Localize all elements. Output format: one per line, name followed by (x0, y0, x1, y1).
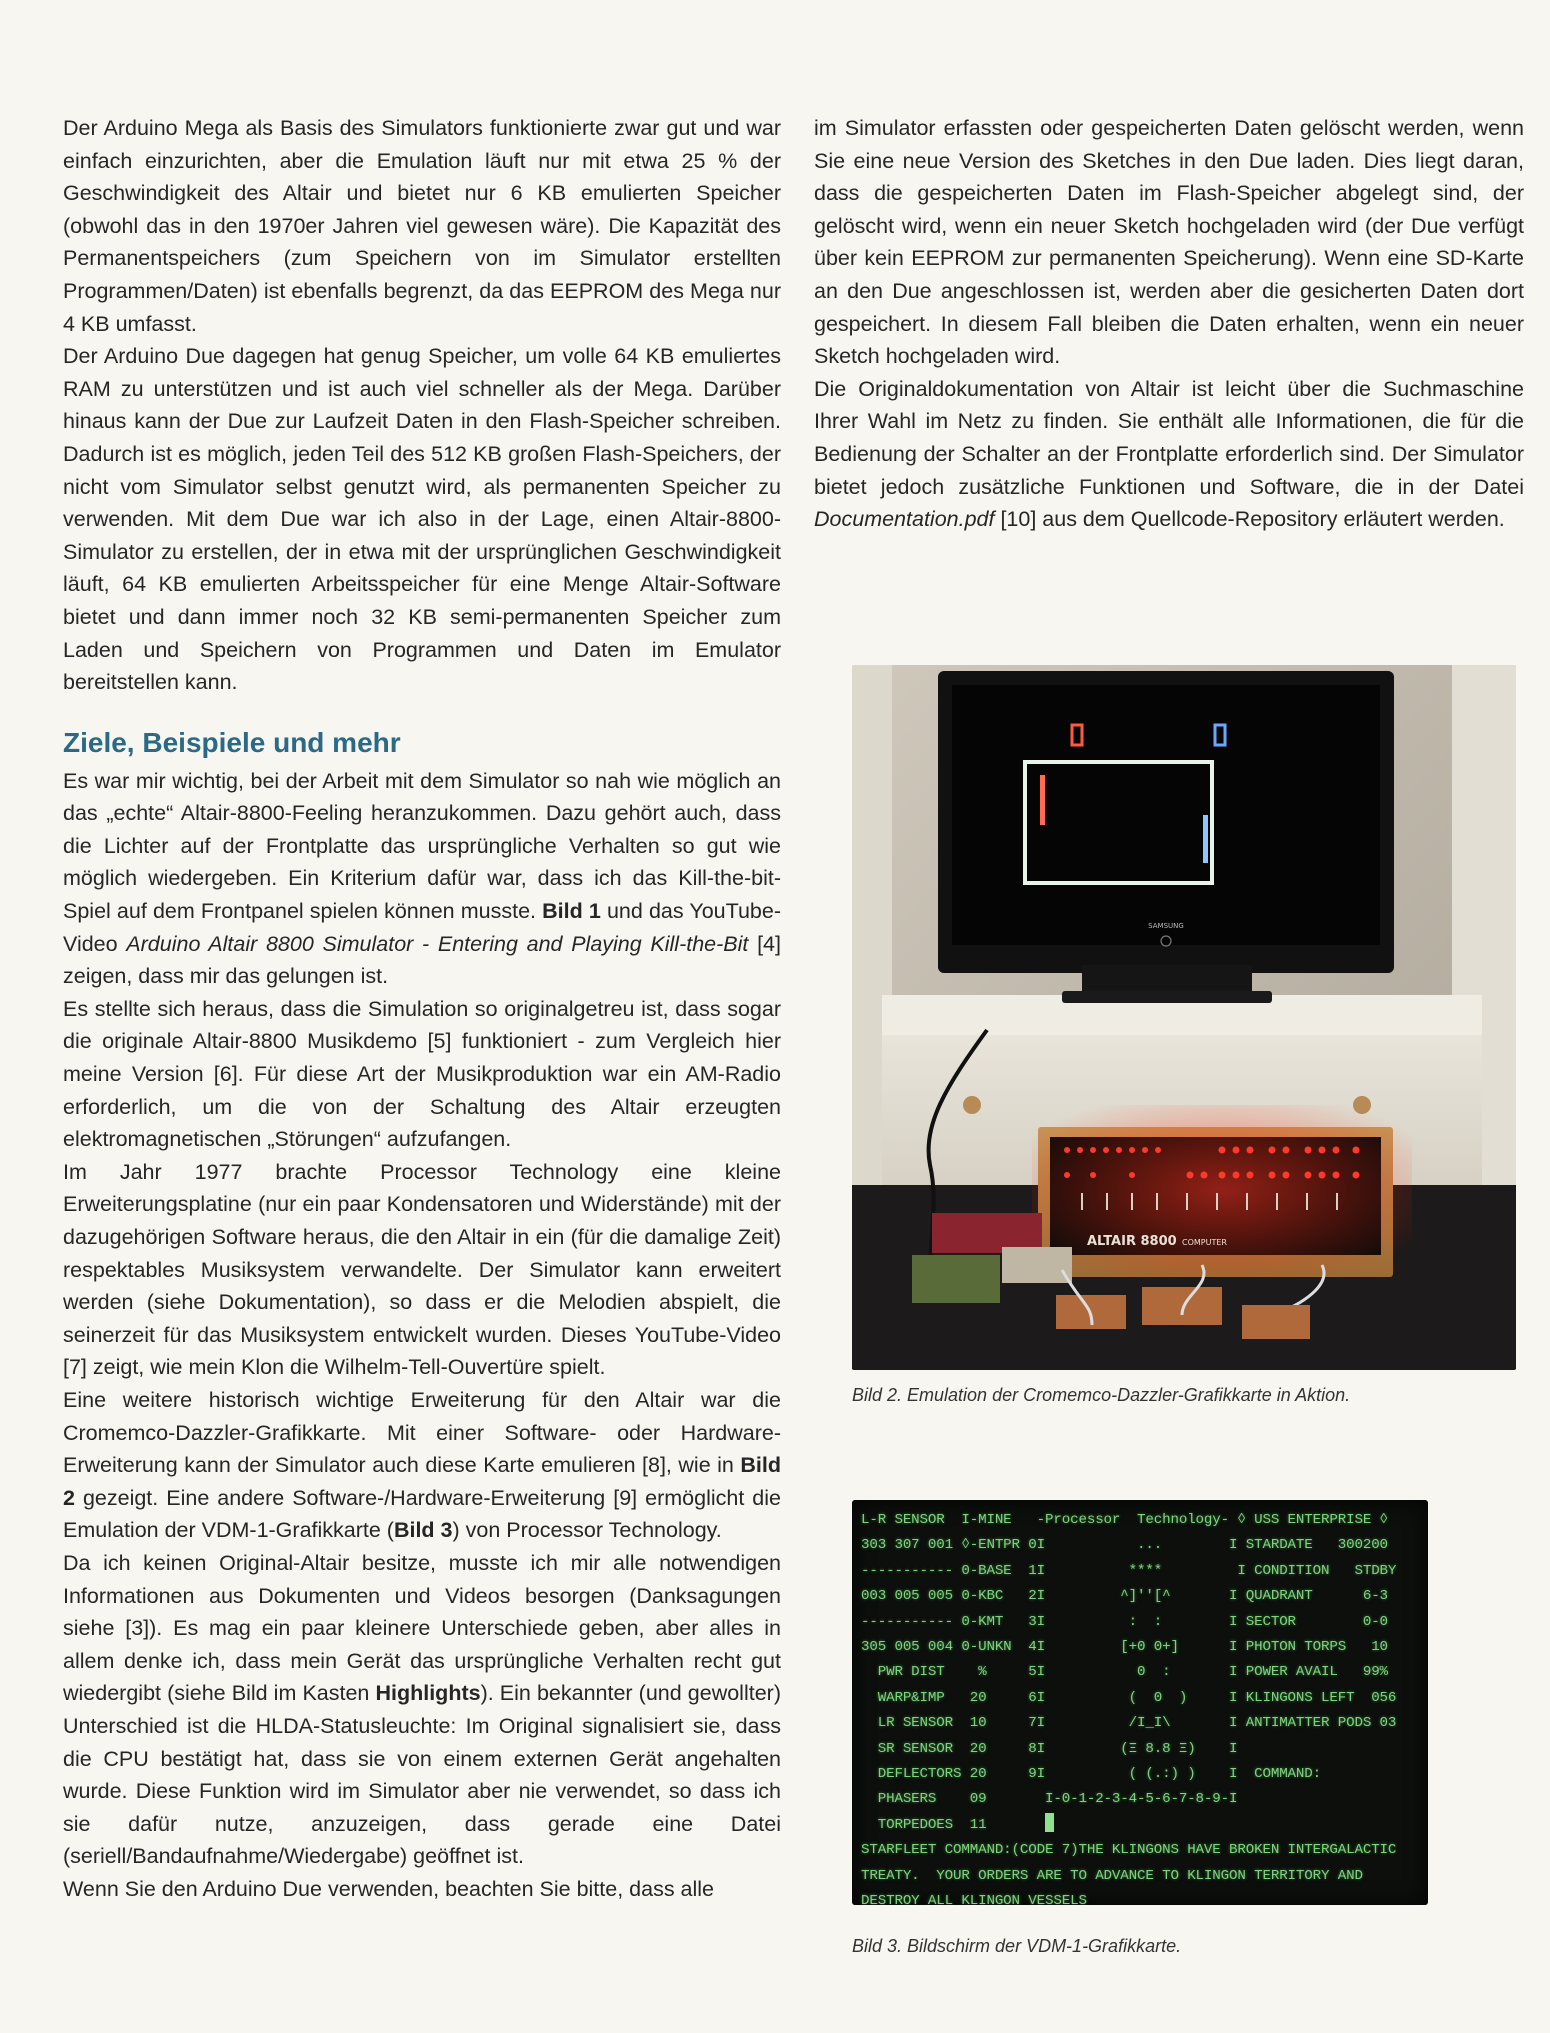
text: Da ich keinen Original-Altair besitze, musste ich mir alle notwendigen Informationen aus Dokumenten und Videos besorgen (Danksagungen siehe [3]). Es mag ein paar kleinere Unterschiede geben, aber alles in allem denke ich, dass mein Gerät das ursprüngliche Verhalten recht gut wiedergibt (siehe Bild im Kasten (63, 1550, 781, 1706)
text: gezeigt. Eine andere Software-/Hardware-Erweiterung [9] ermöglicht die Emulation der VDM-1-Grafikkarte ( (63, 1485, 781, 1543)
right-column (814, 112, 1524, 536)
box-ref: Highlights (375, 1681, 481, 1706)
text: ). Ein bekannter (und gewollter) Unterschied ist die HLDA-Statusleuchte: Im Original signalisiert sie, dass die CPU bestätigt hat, dass sie von einem externen Gerät angehalten wurde. Diese Funktion wird im Simulator aber nie verwendet, so dass ich sie dafür nutze, anzuzeigen, dass gerade eine Datei (seriell/Bandaufnahme/Wiedergabe) geöffnet ist. (63, 1681, 781, 1869)
figure-ref: Bild 1 (542, 899, 601, 924)
figure-ref: Bild 3 (393, 1518, 453, 1543)
text: ) von Processor Technology. (452, 1518, 722, 1543)
text: [4] zeigen, dass mir das gelungen ist. (63, 931, 781, 989)
screen-line: STARFLEET COMMAND:(CODE 7)THE KLINGONS HAVE BROKEN INTERGALACTIC (861, 1842, 1397, 1859)
video-title: Arduino Altair 8800 Simulator - Entering and Playing Kill-the-Bit (126, 931, 749, 956)
paragraph (63, 1384, 781, 1547)
text: und das YouTube-Video (63, 899, 782, 956)
figure-2-photo (852, 665, 1516, 1370)
text: [10] aus dem Quellcode-Repository erläutert werden. (994, 507, 1505, 532)
screen-line: SR SENSOR 20 8I (Ξ 8.8 Ξ) I (861, 1740, 1238, 1757)
screen-line: TREATY. YOUR ORDERS ARE TO ADVANCE TO KLINGON TERRITORY AND (861, 1867, 1363, 1884)
paragraph (63, 765, 781, 993)
screen-line: DESTROY ALL KLINGON VESSELS (861, 1893, 1087, 1905)
paragraph: Wenn Sie den Arduino Due verwenden, beachten Sie bitte, dass alle (63, 1876, 715, 1901)
section-heading: Ziele, Beispiele und mehr (63, 726, 401, 758)
paragraph: Es stellte sich heraus, dass die Simulation so originalgetreu ist, dass sogar die originale Altair-8800 Musikdemo [5] funktioniert - zum Vergleich hier meine Version [6]. Für diese Art der Musikproduktion war ein AM-Radio erforderlich, um die von der Schaltung des Altair erzeugten elektromagnetischen „Störungen“ aufzufangen. (63, 996, 781, 1152)
screen-line: DEFLECTORS 20 9I ( (.:) ) I COMMAND: (861, 1766, 1322, 1783)
left-column (63, 112, 781, 1905)
paragraph (63, 1547, 781, 1873)
tv-brand: SAMSUNG (1148, 922, 1184, 930)
text: Es war mir wichtig, bei der Arbeit mit dem Simulator so nah wie möglich an das „echte“ Altair-8800-Feeling heranzukommen. Dazu gehört auch, dass die Lichter auf der Frontplatte das ursprüngliche Verhalten so gut wie möglich wiedergeben. Ein Kriterium dafür war, dass ich das Kill-the-bit-Spiel auf dem Frontpanel spielen können musste. (63, 768, 781, 924)
screen-line: WARP&IMP 20 6I ( 0 ) I KLINGONS LEFT 056 (861, 1689, 1397, 1706)
screen-line: 305 005 004 0-UNKN 4I [+0 0+] I PHOTON TORPS 10 (861, 1639, 1388, 1656)
paragraph: Der Arduino Due dagegen hat genug Speicher, um volle 64 KB emuliertes RAM zu unterstützen und ist auch viel schneller als der Mega. Darüber hinaus kann der Due zur Laufzeit Daten in den Flash-Speicher schreiben. Dadurch ist es möglich, jeden Teil des 512 KB großen Flash-Speichers, der nicht vom Simulator selbst genutzt wird, als permanenten Speicher zu verwenden. Mit dem Due war ich also in der Lage, einen Altair-8800-Simulator zu erstellen, der in etwa mit der ursprünglichen Geschwindigkeit läuft, 64 KB emulierten Arbeitsspeicher für eine Menge Altair-Software bietet und dann immer noch 32 KB semi-permanenten Speicher zum Laden und Speichern von Programmen und Daten im Emulator bereitstellen kann. (63, 344, 781, 695)
figure-2-caption: Bild 2. Emulation der Cromemco-Dazzler-Grafikkarte in Aktion. (852, 1385, 1351, 1405)
screen-line: ----------- 0-KMT 3I : : I SECTOR 0-0 (861, 1613, 1388, 1630)
vdm1-screen-text (852, 1500, 1428, 1905)
paragraph (814, 373, 1524, 536)
screen-line: PWR DIST % 5I 0 : I POWER AVAIL 99% (861, 1664, 1388, 1681)
text: Eine weitere historisch wichtige Erweiterung für den Altair war die Cromemco-Dazzler-Grafikkarte. Mit einer Software- oder Hardware-Erweiterung kann der Simulator auch diese Karte emulieren [8], wie in (63, 1387, 781, 1478)
altair-sublabel: COMPUTER (1182, 1238, 1227, 1247)
figure-3-vdm1-screen (852, 1500, 1428, 1905)
paragraph: Im Jahr 1977 brachte Processor Technology eine kleine Erweiterungsplatine (nur ein paar Kondensatoren und Widerstände) mit der dazugehörigen Software heraus, die den Altair in ein (für die damalige Zeit) respektables Musiksystem verwandelte. Der Simulator kann erweitert werden (siehe Dokumentation), so dass er die Melodien abspielt, die seinerzeit für das Musiksystem entwickelt wurden. Dieses YouTube-Video [7] zeigt, wie mein Klon die Wilhelm-Tell-Ouvertüre spielt. (63, 1159, 781, 1380)
spacer (63, 699, 781, 723)
photo-illustration (852, 665, 1516, 1370)
screen-line: PHASERS 09 I-0-1-2-3-4-5-6-7-8-9-I (861, 1791, 1238, 1808)
figure-3-caption: Bild 3. Bildschirm der VDM-1-Grafikkarte. (852, 1936, 1182, 1956)
screen-line: ----------- 0-BASE 1I **** I CONDITION STDBY (861, 1562, 1397, 1579)
screen-line: TORPEDOES 11 (861, 1816, 987, 1833)
paragraph: im Simulator erfassten oder gespeicherten Daten gelöscht werden, wenn Sie eine neue Version des Sketches in den Due laden. Dies liegt daran, dass die gespeicherten Daten im Flash-Speicher abgelegt sind, der gelöscht wird, wenn ein neuer Sketch hochgeladen wird (der Due verfügt über kein EEPROM zur permanenten Speicherung). Wenn eine SD-Karte an den Due angeschlossen ist, werden aber die gesicherten Daten dort gespeichert. In diesem Fall bleiben die Daten erhalten, wenn ein neuer Sketch hochgeladen wird. (814, 116, 1524, 369)
altair-label: ALTAIR 8800 (1087, 1234, 1177, 1249)
figure-ref: Bild 2 (63, 1453, 781, 1510)
screen-line: 303 307 001 ◊-ENTPR 0I ... I STARDATE 300200 (861, 1537, 1388, 1554)
screen-line: LR SENSOR 10 7I /I_I\ I ANTIMATTER PODS 03 (861, 1715, 1397, 1732)
paragraph: Der Arduino Mega als Basis des Simulators funktionierte zwar gut und war einfach einzurichten, aber die Emulation läuft nur mit etwa 25 % der Geschwindigkeit des Altair und bietet nur 6 KB emulierten Speicher (obwohl das in den 1970er Jahren viel gewesen wäre). Die Kapazität des Permanentspeichers (zum Speichern von im Simulator erstellten Programmen/Daten) ist ebenfalls begrenzt, da das EEPROM des Mega nur 4 KB umfasst. (63, 116, 781, 336)
screen-line: 003 005 005 0-KBC 2I ^]''[^ I QUADRANT 6-3 (861, 1588, 1388, 1605)
screen-line: L-R SENSOR I-MINE -Processor Technology- ◊ USS ENTERPRISE ◊ (861, 1512, 1388, 1528)
cursor-block (1045, 1813, 1054, 1832)
text: Die Originaldokumentation von Altair ist leicht über die Suchmaschine Ihrer Wahl im Netz zu finden. Sie enthält alle Informationen, die für die Bedienung der Schalter an der Frontplatte erforderlich sind. Der Simulator bietet jedoch zusätzliche Funktionen und Software, die in der Datei (814, 376, 1524, 499)
file-name: Documentation.pdf (814, 507, 995, 532)
